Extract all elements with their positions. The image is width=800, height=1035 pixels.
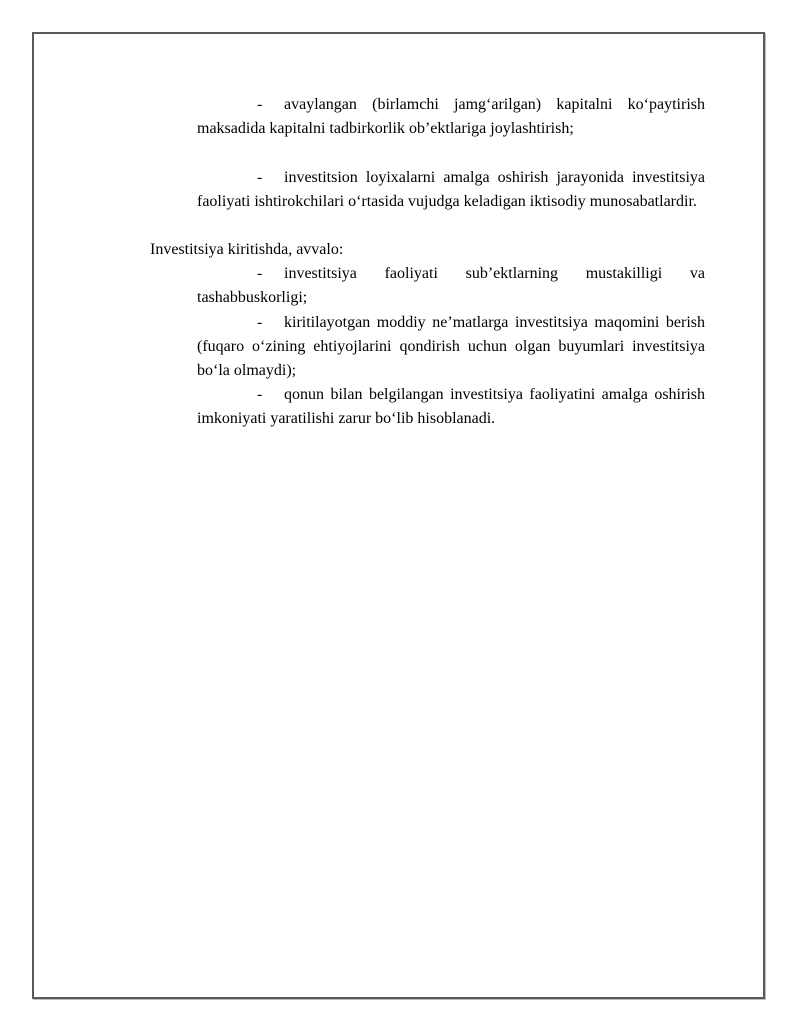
lead-paragraph: Investitsiya kiritishda, avvalo: — [150, 241, 344, 258]
bullet-dash: - — [257, 314, 263, 331]
list-item — [197, 383, 705, 431]
list-item-text: kiritilayotgan moddiy ne’matlarga investitsiya maqomini berish (fuqaro o‘zining ehtiyojlarini qondirish uchun olgan buyumlari investitsiya bo‘la olmaydi); — [197, 314, 705, 379]
bullet-dash: - — [257, 169, 263, 186]
bullet-dash: - — [257, 265, 263, 282]
list-item-text: avaylangan (birlamchi jamg‘arilgan) kapitalni ko‘paytirish maksadida kapitalni tadbirkorlik ob’ektlariga joylashtirish; — [197, 96, 705, 137]
list-item-text: qonun bilan belgilangan investitsiya faoliyatini amalga oshirish imkoniyati yaratilishi zarur bo‘lib hisoblanadi. — [197, 386, 705, 427]
bullet-dash: - — [257, 96, 263, 113]
list-item — [197, 262, 705, 310]
bullet-dash: - — [257, 386, 263, 403]
list-item — [197, 166, 705, 214]
list-item — [197, 93, 705, 141]
list-item-text: investitsion loyixalarni amalga oshirish jarayonida investitsiya faoliyati ishtirokchilari o‘rtasida vujudga keladigan iktisodiy munosabatlardir. — [197, 169, 705, 210]
list-item-text: investitsiya faoliyati sub’ektlarning mustakilligi va tashabbuskorligi; — [197, 265, 705, 306]
list-item — [197, 311, 705, 383]
